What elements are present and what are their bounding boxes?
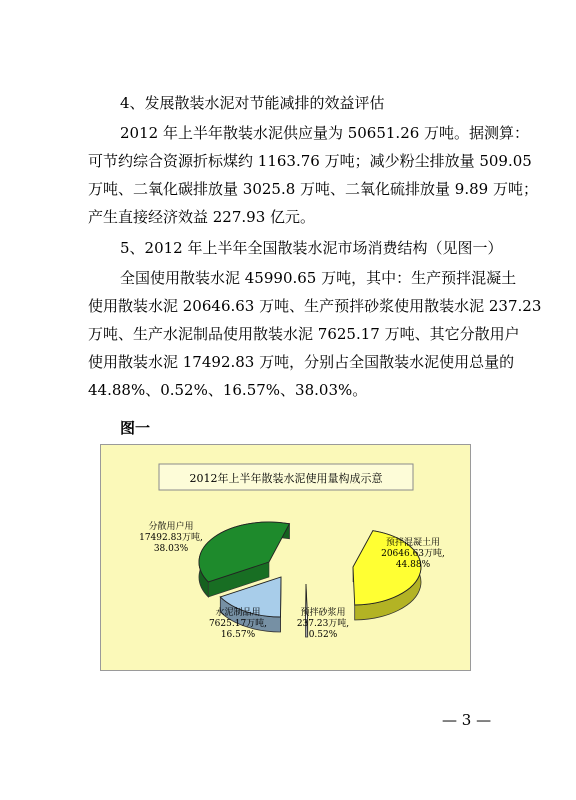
paragraph-line: 使用散装水泥 20646.63 万吨、生产预拌砂浆使用散装水泥 237.23 <box>88 297 542 315</box>
label-line: 0.52% <box>308 630 338 640</box>
label-dispersed-users <box>139 520 203 554</box>
label-line: 水泥制品用 <box>215 608 261 618</box>
label-line: 20646.63万吨, <box>381 549 445 559</box>
label-line: 预拌混凝土用 <box>385 538 441 548</box>
label-line: 预拌砂浆用 <box>300 608 346 618</box>
section-5-heading: 5、2012 年上半年全国散装水泥市场消费结构（见图一） <box>120 239 503 257</box>
section-5-paragraph <box>88 264 542 404</box>
pie-chart <box>101 445 472 672</box>
figure-label: 图一 <box>120 419 151 437</box>
pie-chart-panel <box>100 444 471 671</box>
paragraph-line: 万吨、二氧化碳排放量 3025.8 万吨、二氧化硫排放量 9.89 万吨； <box>88 180 538 198</box>
label-line: 16.57% <box>220 630 256 640</box>
label-line: 分散用户用 <box>148 522 194 532</box>
paragraph-line: 可节约综合资源折标煤约 1163.76 万吨；减少粉尘排放量 509.05 <box>88 152 532 170</box>
label-line: 38.03% <box>153 544 189 554</box>
paragraph-line: 使用散装水泥 17492.83 万吨，分别占全国散装水泥使用总量的 <box>88 353 515 371</box>
label-line: 17492.83万吨, <box>139 533 203 543</box>
paragraph-line: 2012 年上半年散装水泥供应量为 50651.26 万吨。据测算： <box>120 124 530 142</box>
paragraph-line: 产生直接经济效益 227.93 亿元。 <box>88 208 316 226</box>
label-line: 44.88% <box>395 560 431 570</box>
paragraph-line: 44.88%、0.52%、16.57%、38.03%。 <box>88 381 368 399</box>
label-line: 237.23万吨, <box>296 619 350 629</box>
chart-title: 2012年上半年散装水泥使用量构成示意 <box>189 472 383 485</box>
label-ready-mix-mortar <box>297 606 349 640</box>
section-4-paragraph <box>88 119 538 231</box>
paragraph-line: 全国使用散装水泥 45990.65 万吨，其中：生产预拌混凝土 <box>120 269 517 287</box>
label-line: 7625.17万吨, <box>208 619 268 629</box>
label-cement-products <box>209 606 267 640</box>
paragraph-line: 万吨、生产水泥制品使用散装水泥 7625.17 万吨、其它分散用户 <box>88 325 520 343</box>
page-number: — 3 — <box>442 711 492 729</box>
section-4-heading: 4、发展散装水泥对节能减排的效益评估 <box>120 94 385 112</box>
